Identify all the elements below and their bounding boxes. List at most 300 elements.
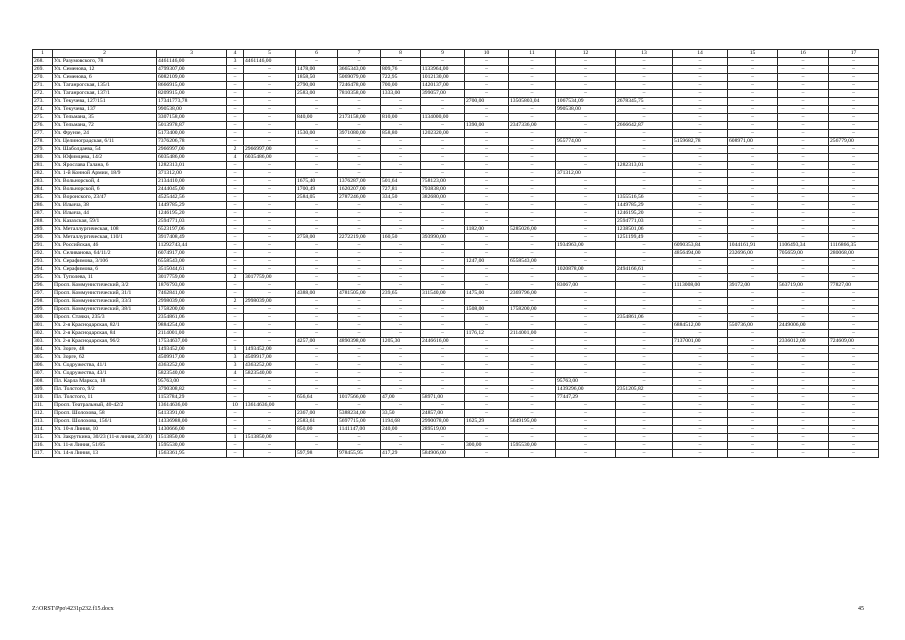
address-cell: Ул. Закруткина, 30/23 (11-я линия, 23/30) — [53, 434, 157, 442]
value-cell: – — [421, 106, 465, 114]
value-cell: 5413391,00 — [157, 410, 227, 418]
value-cell: – — [421, 402, 465, 410]
value-cell: 3 — [227, 354, 244, 362]
value-cell: 700,00 — [381, 82, 421, 90]
value-cell: – — [421, 58, 465, 66]
value-cell: 1513850,00 — [157, 434, 227, 442]
value-cell: – — [829, 314, 879, 322]
row-number: 294. — [33, 266, 53, 274]
value-cell: 2 — [227, 274, 244, 282]
value-cell: 1758200,00 — [157, 306, 227, 314]
value-cell: – — [556, 186, 616, 194]
row-number: 279. — [33, 146, 53, 154]
value-cell: – — [509, 426, 556, 434]
value-cell: – — [421, 306, 465, 314]
row-number: 281. — [33, 162, 53, 170]
value-cell: – — [381, 274, 421, 282]
address-cell: Ул. Таганрогская, 137/1 — [53, 90, 157, 98]
table-row — [33, 210, 879, 218]
value-cell: – — [728, 266, 778, 274]
value-cell: 5285026,00 — [509, 226, 556, 234]
value-cell: – — [616, 114, 673, 122]
value-cell: – — [244, 162, 296, 170]
value-cell: – — [338, 306, 381, 314]
value-cell: – — [244, 378, 296, 386]
value-cell: 399057,00 — [421, 90, 465, 98]
value-cell: – — [728, 178, 778, 186]
value-cell: 724609,00 — [829, 338, 879, 346]
value-cell: – — [296, 346, 338, 354]
value-cell: 2351205,82 — [616, 386, 673, 394]
value-cell: – — [465, 394, 509, 402]
address-cell: Ул. Семенова, 12 — [53, 66, 157, 74]
value-cell: 2114001,00 — [157, 330, 227, 338]
value-cell: – — [465, 402, 509, 410]
value-cell: – — [244, 178, 296, 186]
value-cell: – — [616, 378, 673, 386]
value-cell: – — [465, 242, 509, 250]
value-cell: 1 — [227, 346, 244, 354]
value-cell: – — [829, 74, 879, 82]
value-cell: – — [509, 242, 556, 250]
value-cell: 2134410,00 — [157, 178, 227, 186]
value-cell: 2114001,00 — [509, 330, 556, 338]
value-cell: – — [673, 442, 728, 450]
value-cell: 2 — [227, 146, 244, 154]
address-cell: Пл. Толстого, 9/2 — [53, 386, 157, 394]
value-cell: – — [465, 58, 509, 66]
value-cell: – — [381, 98, 421, 106]
row-number: 311. — [33, 402, 53, 410]
table-row — [33, 258, 879, 266]
value-cell: 3 — [227, 58, 244, 66]
row-number: 278. — [33, 138, 53, 146]
value-cell: 990538,00 — [556, 106, 616, 114]
value-cell: 24857,00 — [421, 410, 465, 418]
table-row — [33, 170, 879, 178]
value-cell: – — [244, 442, 296, 450]
value-cell: 5159682,78 — [673, 138, 728, 146]
value-cell: – — [465, 146, 509, 154]
value-cell: – — [338, 218, 381, 226]
value-cell: – — [227, 386, 244, 394]
value-cell: 39172,00 — [728, 282, 778, 290]
value-cell: 1067534,09 — [556, 98, 616, 106]
value-cell: – — [509, 66, 556, 74]
value-cell: 1513850,00 — [244, 434, 296, 442]
value-cell: – — [728, 226, 778, 234]
value-cell: – — [829, 370, 879, 378]
value-cell: – — [338, 314, 381, 322]
value-cell: 990538,00 — [157, 106, 227, 114]
value-cell: – — [381, 362, 421, 370]
value-cell: – — [829, 58, 879, 66]
value-cell: 1238501,06 — [616, 226, 673, 234]
table-row — [33, 178, 879, 186]
table-row — [33, 314, 879, 322]
value-cell: 7810358,00 — [338, 90, 381, 98]
value-cell: 793838,00 — [421, 186, 465, 194]
value-cell: 2367,00 — [296, 410, 338, 418]
value-cell: – — [778, 74, 829, 82]
table-row — [33, 426, 879, 434]
value-cell: 5697715,00 — [338, 418, 381, 426]
value-cell: – — [509, 58, 556, 66]
table-row — [33, 282, 879, 290]
table-row — [33, 354, 879, 362]
value-cell: – — [244, 410, 296, 418]
value-cell: – — [556, 90, 616, 98]
value-cell: – — [421, 250, 465, 258]
address-cell: Ул. Серафимова, 6 — [53, 266, 157, 274]
value-cell: 17341773,78 — [157, 98, 227, 106]
value-cell: – — [728, 210, 778, 218]
value-cell: – — [227, 234, 244, 242]
value-cell: – — [829, 202, 879, 210]
value-cell: – — [728, 170, 778, 178]
value-cell: 727,81 — [381, 186, 421, 194]
value-cell: – — [509, 106, 556, 114]
value-cell: – — [556, 154, 616, 162]
value-cell: – — [296, 138, 338, 146]
row-number: 269. — [33, 66, 53, 74]
value-cell: – — [616, 106, 673, 114]
value-cell: – — [509, 130, 556, 138]
value-cell: – — [778, 298, 829, 306]
value-cell: – — [778, 346, 829, 354]
value-cell: – — [728, 290, 778, 298]
value-cell: – — [556, 306, 616, 314]
value-cell: – — [829, 218, 879, 226]
row-number: 313. — [33, 418, 53, 426]
value-cell: 4799307,00 — [157, 66, 227, 74]
value-cell: – — [778, 218, 829, 226]
table-row — [33, 434, 879, 442]
value-cell: 3665343,00 — [338, 66, 381, 74]
row-number: 280. — [33, 154, 53, 162]
value-cell: – — [296, 266, 338, 274]
table-row — [33, 58, 879, 66]
value-cell: – — [338, 378, 381, 386]
value-cell: – — [465, 250, 509, 258]
value-cell: – — [728, 218, 778, 226]
value-cell: 5823540,00 — [244, 370, 296, 378]
value-cell: – — [338, 274, 381, 282]
value-cell: – — [465, 106, 509, 114]
value-cell: – — [616, 330, 673, 338]
value-cell: 232696,00 — [728, 250, 778, 258]
value-cell: 2678345,75 — [616, 98, 673, 106]
value-cell: 1475,00 — [465, 290, 509, 298]
table-row — [33, 306, 879, 314]
row-number: 273. — [33, 98, 53, 106]
value-cell: – — [296, 434, 338, 442]
value-cell: 5173400,00 — [157, 130, 227, 138]
value-cell: – — [829, 226, 879, 234]
value-cell: – — [509, 186, 556, 194]
address-cell: Просп. Театральный, 40-42/2 — [53, 402, 157, 410]
value-cell: 1017566,00 — [338, 394, 381, 402]
value-cell: – — [465, 114, 509, 122]
value-cell: – — [778, 386, 829, 394]
table-row — [33, 122, 879, 130]
value-cell: – — [728, 426, 778, 434]
value-cell: 840,00 — [296, 114, 338, 122]
value-cell: – — [338, 442, 381, 450]
value-cell: – — [829, 330, 879, 338]
value-cell: – — [465, 450, 509, 458]
value-cell: – — [556, 162, 616, 170]
value-cell: – — [728, 330, 778, 338]
value-cell: – — [778, 130, 829, 138]
value-cell: – — [244, 242, 296, 250]
address-cell: Просп. Коммунистический, 3/2 — [53, 282, 157, 290]
value-cell: – — [778, 362, 829, 370]
column-header: 11 — [509, 50, 556, 58]
value-cell: – — [465, 370, 509, 378]
row-number: 296. — [33, 282, 53, 290]
value-cell: 417,29 — [381, 450, 421, 458]
value-cell: 1430666,00 — [157, 426, 227, 434]
value-cell: – — [728, 386, 778, 394]
value-cell: – — [338, 354, 381, 362]
value-cell: – — [829, 346, 879, 354]
value-cell: – — [556, 58, 616, 66]
value-cell: 6884512,00 — [673, 322, 728, 330]
row-number: 299. — [33, 306, 53, 314]
value-cell: – — [556, 298, 616, 306]
value-cell: – — [421, 202, 465, 210]
value-cell: 2583,00 — [296, 90, 338, 98]
value-cell: – — [296, 386, 338, 394]
value-cell: – — [227, 98, 244, 106]
value-cell: – — [728, 410, 778, 418]
value-cell: 4461146,00 — [157, 58, 227, 66]
value-cell: – — [673, 418, 728, 426]
value-cell: – — [829, 418, 879, 426]
address-cell: Ул. Зорге, 48 — [53, 346, 157, 354]
table-row — [33, 146, 879, 154]
value-cell: – — [421, 378, 465, 386]
value-cell: 1675,40 — [296, 178, 338, 186]
value-cell: – — [227, 90, 244, 98]
address-cell: Ул. Металлургическая, 110/1 — [53, 234, 157, 242]
value-cell: 2758,00 — [296, 234, 338, 242]
table-row — [33, 66, 879, 74]
value-cell: – — [509, 450, 556, 458]
value-cell: – — [509, 346, 556, 354]
value-cell: – — [556, 122, 616, 130]
value-cell: – — [465, 346, 509, 354]
table-row — [33, 418, 879, 426]
row-number: 282. — [33, 170, 53, 178]
value-cell: 1478,00 — [296, 66, 338, 74]
value-cell: – — [244, 218, 296, 226]
value-cell: – — [616, 66, 673, 74]
value-cell: – — [421, 346, 465, 354]
value-cell: – — [728, 82, 778, 90]
address-cell: Просп. Коммунистический, 33/3 — [53, 298, 157, 306]
value-cell: – — [296, 402, 338, 410]
table-row — [33, 202, 879, 210]
value-cell: – — [778, 178, 829, 186]
value-cell: – — [465, 410, 509, 418]
value-cell: 3971080,00 — [338, 130, 381, 138]
value-cell: – — [728, 298, 778, 306]
value-cell: – — [728, 186, 778, 194]
value-cell: – — [244, 202, 296, 210]
value-cell: 17534637,00 — [157, 338, 227, 346]
value-cell: – — [673, 370, 728, 378]
value-cell: – — [673, 314, 728, 322]
value-cell: 2272219,00 — [338, 234, 381, 242]
value-cell: – — [778, 394, 829, 402]
value-cell: 6082109,00 — [157, 74, 227, 82]
value-cell: – — [556, 66, 616, 74]
value-cell: – — [509, 202, 556, 210]
value-cell: – — [556, 290, 616, 298]
value-cell: – — [616, 290, 673, 298]
address-cell: Ул. Шаболдаева, 54 — [53, 146, 157, 154]
value-cell: – — [616, 274, 673, 282]
value-cell: – — [381, 282, 421, 290]
value-cell: 1202320,00 — [421, 130, 465, 138]
value-cell: – — [381, 106, 421, 114]
value-cell: – — [829, 98, 879, 106]
address-cell: Ул. Селиванова, 64/11/2 — [53, 250, 157, 258]
value-cell: 7462841,00 — [157, 290, 227, 298]
value-cell: – — [778, 258, 829, 266]
value-cell: 1595530,00 — [509, 442, 556, 450]
value-cell: – — [829, 154, 879, 162]
value-cell: – — [556, 338, 616, 346]
value-cell: – — [829, 290, 879, 298]
value-cell: – — [556, 194, 616, 202]
value-cell: – — [673, 354, 728, 362]
value-cell: 2336012,00 — [778, 338, 829, 346]
value-cell: – — [829, 178, 879, 186]
value-cell: – — [296, 250, 338, 258]
value-cell: – — [673, 194, 728, 202]
value-cell: – — [673, 426, 728, 434]
table-row — [33, 362, 879, 370]
table-row — [33, 450, 879, 458]
value-cell: – — [465, 202, 509, 210]
value-cell: – — [465, 66, 509, 74]
value-cell: – — [673, 58, 728, 66]
value-cell: – — [829, 170, 879, 178]
value-cell: – — [778, 314, 829, 322]
value-cell: – — [829, 378, 879, 386]
value-cell: 2 — [227, 298, 244, 306]
value-cell: 2594771,03 — [157, 218, 227, 226]
value-cell: – — [381, 370, 421, 378]
value-cell: – — [829, 386, 879, 394]
value-cell: 1106493,34 — [778, 242, 829, 250]
value-cell: – — [616, 410, 673, 418]
address-cell: Ул. Металлургическая, 108 — [53, 226, 157, 234]
value-cell: 2354861,06 — [157, 314, 227, 322]
value-cell: – — [381, 306, 421, 314]
value-cell: – — [244, 250, 296, 258]
value-cell: – — [227, 186, 244, 194]
value-cell: – — [509, 322, 556, 330]
value-cell: – — [465, 234, 509, 242]
value-cell: – — [421, 370, 465, 378]
value-cell: 95763,00 — [556, 378, 616, 386]
value-cell: – — [728, 450, 778, 458]
value-cell: – — [421, 442, 465, 450]
value-cell: – — [296, 378, 338, 386]
value-cell: – — [728, 66, 778, 74]
value-cell: – — [829, 82, 879, 90]
value-cell: 1876793,00 — [157, 282, 227, 290]
value-cell: – — [829, 106, 879, 114]
value-cell: – — [673, 346, 728, 354]
value-cell: – — [227, 138, 244, 146]
table-row — [33, 138, 879, 146]
address-cell: Ул. Воронского, 23/47 — [53, 194, 157, 202]
value-cell: – — [244, 186, 296, 194]
table-row — [33, 250, 879, 258]
value-cell: – — [465, 338, 509, 346]
value-cell: – — [227, 114, 244, 122]
value-cell: – — [556, 362, 616, 370]
value-cell: – — [244, 330, 296, 338]
value-cell: – — [556, 442, 616, 450]
value-cell: – — [244, 394, 296, 402]
value-cell: 1182,00 — [465, 226, 509, 234]
table-row — [33, 226, 879, 234]
value-cell: 563719,00 — [778, 282, 829, 290]
value-cell: – — [616, 322, 673, 330]
value-cell: – — [381, 162, 421, 170]
value-cell: – — [829, 354, 879, 362]
row-number: 305. — [33, 354, 53, 362]
value-cell: 4509917,00 — [244, 354, 296, 362]
value-cell: 382680,00 — [421, 194, 465, 202]
value-cell: 1044161,91 — [728, 242, 778, 250]
value-cell: – — [616, 346, 673, 354]
value-cell: – — [381, 250, 421, 258]
value-cell: – — [778, 58, 829, 66]
value-cell: – — [673, 106, 728, 114]
value-cell: – — [556, 226, 616, 234]
value-cell: 1134000,00 — [421, 114, 465, 122]
value-cell: 3017759,00 — [244, 274, 296, 282]
value-cell: – — [556, 434, 616, 442]
data-table — [32, 49, 879, 458]
value-cell: 7376206,78 — [157, 138, 227, 146]
value-cell: 4 — [227, 370, 244, 378]
file-path: Z:\ORST\Ppo\4231p232.f15.docx — [32, 606, 114, 612]
value-cell: – — [296, 242, 338, 250]
value-cell: 1247,00 — [465, 258, 509, 266]
value-cell: – — [244, 98, 296, 106]
value-cell: 722,95 — [381, 74, 421, 82]
value-cell: – — [673, 210, 728, 218]
value-cell: – — [227, 74, 244, 82]
value-cell: 1420137,00 — [421, 82, 465, 90]
value-cell: – — [728, 402, 778, 410]
value-cell: – — [296, 282, 338, 290]
value-cell: – — [673, 450, 728, 458]
value-cell: – — [778, 234, 829, 242]
row-number: 274. — [33, 106, 53, 114]
row-number: 316. — [33, 442, 53, 450]
table-row — [33, 218, 879, 226]
value-cell: 2990078,00 — [421, 418, 465, 426]
